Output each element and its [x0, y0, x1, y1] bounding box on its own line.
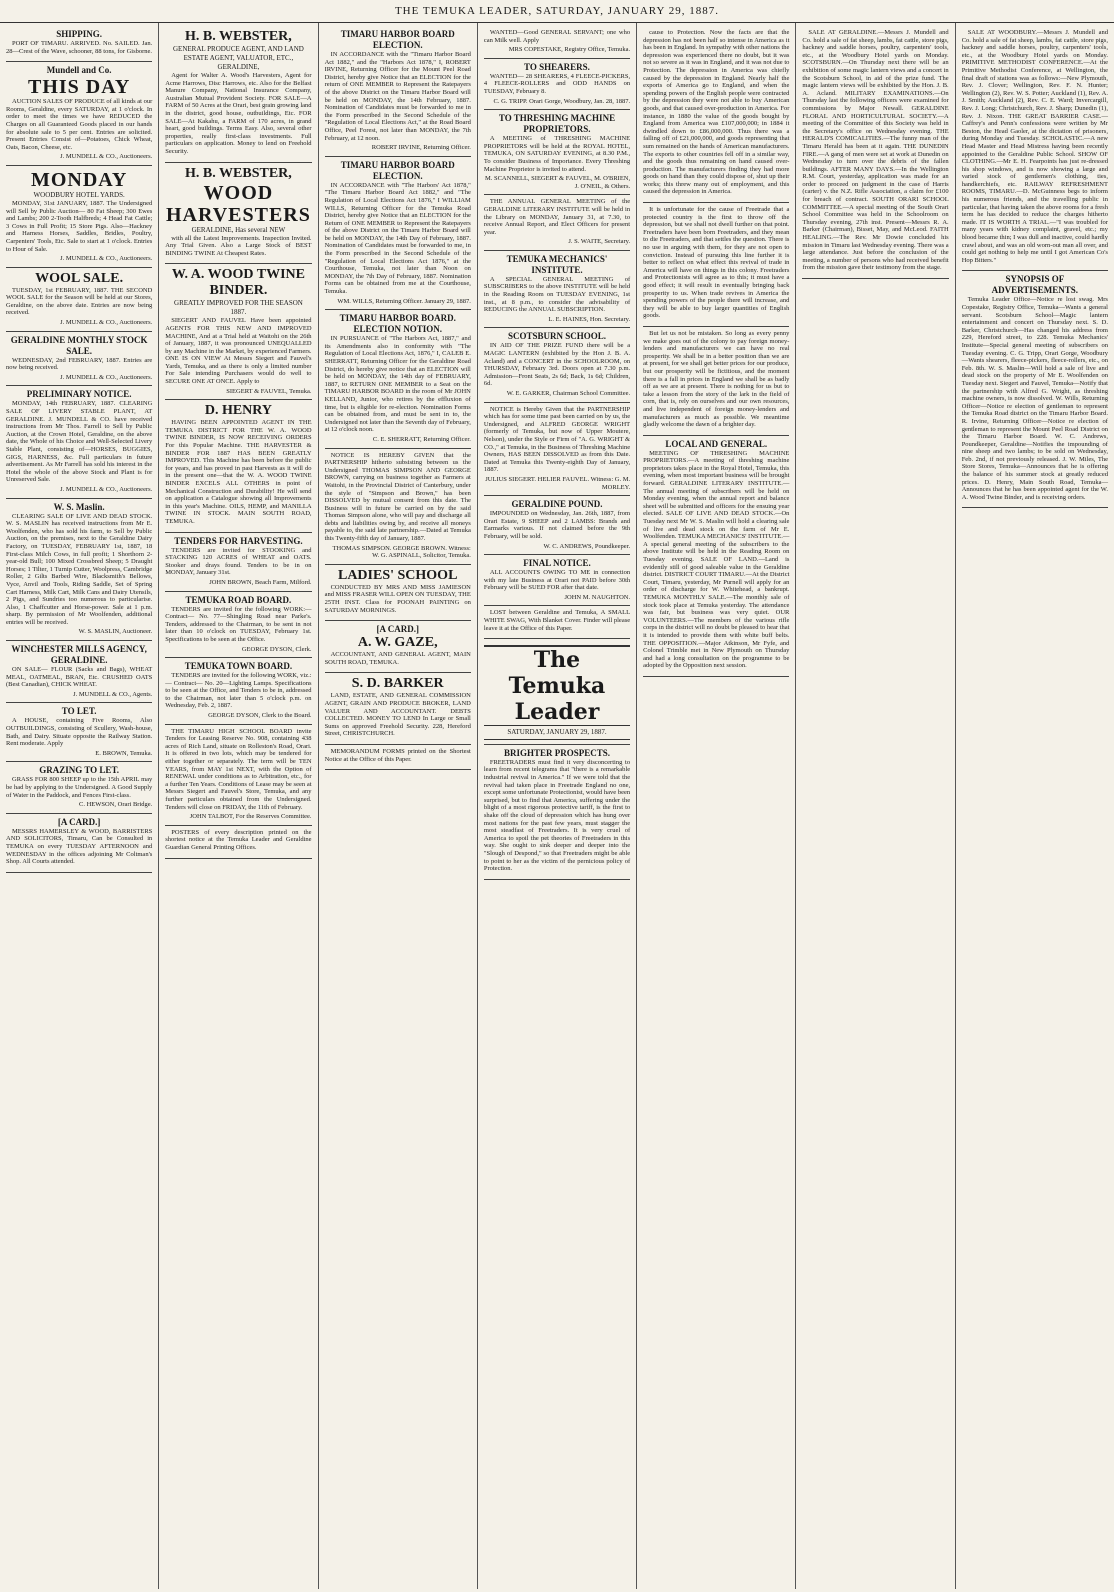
body-text: WANTED—Good GENERAL SERVANT; one who can Milk well. Apply	[483, 29, 631, 44]
article-block	[325, 310, 471, 448]
article-block	[6, 166, 152, 268]
display-heading: S. D. BARKER	[351, 676, 444, 692]
body-text: CLEARING SALE OF LIVE AND DEAD STOCK. W. S. MASLIN has received instructions from Mr E. Woolfenden, who has sold his farm, to Sell by Public Auction, on the premises, next to the Geraldine Dairy Factory, on TUESDAY, FEBRUARY 1st, 1887, 18 First-class Milch Cows, in full profit; 1 Shorthorn 2-year-old Bull; 100 Mixed Crossbred Sheep; 5 Draught Horses; 1 Tilter, 1 Turnip Cutter, Woolpress, Cambridge Roller, 2 Gilts Barbed Wire, Blacksmith's Bellows, Vyce, Anvil and Tools, Riding Saddle, Set of Spring Cart Harness, Milk Cart, Milk Cans and Dairy Utensils, 2 Pigs, and Sundries too numerous to particularise. Also, 1 Chaffcutter and Horse-power. Sale at 1 p.m. sharp. By permission of Mr Woolfenden, additional entries will be received.	[6, 512, 153, 626]
heading: TIMARU HARBOR BOARD ELECTION.	[340, 29, 455, 50]
body-text: Agent for Walter A. Wood's Harvesters, Agent for Acme Harrows, Disc Harrows, etc. Also for the Belfast Manure Company, National Insurance Company, Australian Mutual Provident Society. FOR SALE—A FARM of 50 Acres at the Orari, best grain growing land in the district, good house, outbuildings, Etc. FOR SALE—At Kakahu, a FARM of 170 acres, in grand heart, good buildings. Terms Easy. Also, several other properties, really first-class investments. Full particulars on application. Money to lend on Freehold Security.	[165, 72, 312, 155]
article-block	[643, 327, 789, 436]
body-text: PORT OF TIMARU. ARRIVED. No. SAILED. Jan. 28—Crest of the Wave, schooner, 88 tons, for Gisborne.	[6, 40, 153, 55]
article-block	[484, 59, 630, 110]
body-text: TENDERS are invited for STOOKING and STACKING 120 ACRES of WHEAT and OATS. Stooker and drays found. Tenders to be in on MONDAY, January 31st.	[165, 546, 312, 577]
signature: C. E. SHERRATT, Returning Officer.	[372, 435, 471, 443]
body-text: SALE AT GERALDINE.—Messrs J. Mundell and Co. hold a sale of fat sheep, lambs, fat cattle, store pigs, hackney and saddle horses, poultry, carpenters' tools, etc., at the Woodbury Hotel yards on Monday. SCOTSBURN.—On Thursday next there will be an exhibition of some magic lantern views and a concert in the Scotsburn School, in aid of the prize fund. The magic lantern views will be exhibited by the Hon. J. B. A. Acland. MILITARY EXAMINATIONS.—On Thursday last the following officers were examined for commissions by Major Newall. GERALDINE FLORAL AND HORTICULTURAL SOCIETY.—A meeting of the Committee of this Society was held in the Secretary's office on Wednesday evening. THE HERALD'S COMICALITIES.—The funny man of the Timaru Herald has been at it again. THE DUNEDIN FIRE.—A gang of men were set at work at Dunedin on Wednesday to turn over the debris of the fallen buildings. AFTER MANY DAYS.—In the Wellington R.M. Court, yesterday, application was made for an order to proceed on judgment in the case of Harris (carter) v. the N.Z. Rifle Association, a claim for £100 for breach of contract. SOUTH ORARI SCHOOL COMMITTEE.—A special meeting of the South Orari School Committee was held in the Schoolroom on Thursday evening, 27th inst. Present—Messrs R. A. Barker (Chairman), Bisset, May, and McLeod. FAITH HEALING.—The Rev. Mr Dowie concluded his mission in Timaru last Wednesday evening. There was a large attendance. Just before the conclusion of the meeting, a number of persons who had received benefit from the mission gave their testimony from the stage.	[802, 29, 949, 272]
article-block	[165, 533, 311, 592]
article-block	[325, 565, 471, 621]
display-heading: W. A. WOOD TWINE BINDER.	[171, 267, 305, 299]
article-block	[325, 157, 471, 311]
article-block	[165, 400, 311, 532]
body-text: LOST between Geraldine and Temuka, A SMALL WHITE SWAG, With Blanket Cover. Finder will please leave it at the Office of this Paper.	[483, 609, 631, 632]
article-block	[484, 110, 630, 195]
signature: L. E. HAINES, Hon. Secretary.	[548, 315, 631, 323]
heading: [A CARD.]	[376, 624, 419, 635]
signature: J. MUNDELL & CO., Auctioneers.	[60, 153, 153, 161]
body-text: IN ACCORDANCE with "The Harbors' Act 1878," "The Timaru Harbor Board Act 1882," and "The Regulation of Local Elections Act 1876," I WILLIAM WILLS, Returning Officer for the Temuka Road District, hereby give Notice that an ELECTION for the Return of ONE MEMBER to Represent the Ratepayers of the above District on the Timaru Harbor Board will be held on MONDAY, the 14th Day of February, 1887. Nomination of Candidates must be forwarded to me, in the Form prescribed in the Second Schedule of the "Regulation of Local Elections Act 1876," at the Courthouse, Temuka, not later than Noon on MONDAY, the 7th Day of February, 1887. Nomination Forms can be obtained from me at the Courthouse, Temuka.	[324, 181, 471, 296]
body-text: WANTED— 28 SHEARERS, 4 FLEECE-PICKERS, 4 FLEECE-ROLLERS and ODD HANDS on TUESDAY, February 8.	[483, 72, 631, 95]
article-block	[6, 814, 152, 873]
signature: WM. WILLS, Returning Officer. January 29, 1887.	[337, 297, 471, 305]
heading: TO SHEARERS.	[524, 61, 590, 72]
body-text: NOTICE IS HEREBY GIVEN that the PARTNERSHIP hitherto subsisting between us the Undersigned THOMAS SIMPSON AND GEORGE BROWN, carrying on business together as Farmers at Waitohi, in the Provincial District of Canterbury, under the style of "Simpson and Brown," has been DISSOLVED by mutual consent from this date. The Business will in future be carried on by the said Thomas Simpson alone, who will pay and discharge all debts and liabilities owing by, and receive all moneys payable to, the said late partnership.—Dated at Temuka this Twenty-fifth day of January, 1887.	[324, 451, 471, 543]
body-text: IN ACCORDANCE with the "Timaru Harbor Board Act 1882," and the "Harbors Act 1878," I, ROBERT IRVINE, Returning Officer for the Mount Peel Road District, hereby give Notice that an ELECTION for the return of ONE MEMBER to Represent the Ratepayers of the above District on the Timaru Harbor Board will be held on MONDAY, the 14th February, 1887. Nomination of Candidates must be forwarded to me in the Form prescribed in the Second Schedule of the "Regulation of Local Elections Act," at the Road Board Office, Peel Forest, not later than MONDAY, the 7th February, at 12 noon.	[324, 51, 471, 142]
display-heading: A. W. GAZE,	[357, 635, 438, 651]
subheading: GREATLY IMPROVED FOR THE SEASON 1887.	[174, 299, 303, 317]
heading: SYNOPSIS OF ADVERTISEMENTS.	[991, 274, 1079, 296]
heading: LOCAL AND GENERAL.	[665, 438, 768, 449]
body-text: But let us not be mistaken. So long as every penny we make goes out of the colony to pay foreign money-lenders and manufacturers we can have no real prosperity. We shall be in a better position than we are at present, for we shall get better prices for our produce, but our prosperity will be fictitious, and the moment there is a fall in prices in England we shall be as badly off as we are at present. There is nothing for us but to take a lesson from the story of the lark in the field of corn, that is, rely on ourselves and our own resources, and live independent of foreign money-lenders and manufacturers as much as possible. We meantime gladly welcome the dawn of a brighter day.	[643, 329, 790, 429]
heading: FINAL NOTICE.	[523, 558, 591, 569]
body-text: cause to Protection. Now the facts are that the depression has not been half so intense in America as it has been in England. In sympathy with other nations the depression was experienced there no doubt, but it was not so severe as it was in England, and it was not due to Protection. The depression in America was chiefly caused by the depression in England. Nearly half the exports of America go to England, and when the spending powers of the English people were contracted by the depression they were not able to buy American goods, and that caused over-production in America. For instance, in 1880 the value of the goods bought by England from America was £107,000,000; in 1884 it dwindled down to £86,000,000. Thus there was a falling off of £21,000,000, and goods representing that sum remained on the hands of American manufacturers. The exports to other countries fell off in a similar way, and the goods thus remaining on hand caused over-production. The manufacturers finding they had more goods on hand than they could dispose of, shut up their works; this threw many out of employment, and this caused the depression in America.	[643, 29, 790, 196]
body-text: GRASS FOR 800 SHEEP up to the 15th APRIL may be had by applying to the Undersigned. A Good Supply of Water in the Paddock, and Fences First-class.	[6, 776, 153, 799]
article-block	[643, 436, 789, 677]
body-text: CONDUCTED BY MRS AND MISS JAMIESON and MISS FRASER WILL OPEN ON TUESDAY, THE 25TH INST. Class for POONAH PAINTING on SATURDAY MORNINGS.	[324, 583, 471, 614]
body-text: TENDERS are invited for the following WORK:— Contract— No. 77—Shingling Road near Parke's. Tenders, addressed to the Chairman, to be sent in not later than 10 o'clock on TUESDAY, February 1st. Specifications to be seen at the Office.	[165, 605, 312, 643]
display-heading: WOOL SALE.	[35, 270, 124, 286]
body-text: MESSRS HAMERSLEY & WOOD, BARRISTERS AND SOLICITORS, Timaru, Can be Consulted in TEMUKA on every TUESDAY AFTERNOON and WEDNESDAY in the offices adjoining Mr Coltman's Shop. All Courts attended.	[6, 827, 153, 866]
body-text: IN PURSUANCE of "The Harbors Act, 1887," and its Amendments also in conformity with "The Regulation of Local Elections Act, 1876," I, CALEB E. SHERRATT, Returning Officer for the Geraldine Road District, do hereby give notice that an ELECTION will be held on MONDAY, the 14th day of FEBRUARY, 1887, to RETURN ONE MEMBER to a Seat on the TIMARU HARBOR BOARD in the room of Mr JOHN KELLAND, Junior, who retires by the effluxion of time, but is eligible for re-election. Nomination Forms can be obtained from, and must be sent in to, the Undersigned not later than the Seventh day of February, at 12 o'clock noon.	[324, 335, 471, 434]
heading: GERALDINE POUND.	[511, 499, 603, 510]
signature: J. MUNDELL & CO., Agents.	[73, 690, 153, 698]
signature: JOHN M. NAUGHTON.	[564, 593, 631, 601]
signature: W. E. GARKER, Chairman School Committee.	[506, 390, 631, 397]
heading: TIMARU HARBOR BOARD. ELECTION NOTION.	[339, 313, 456, 335]
body-text: FREETRADERS must find it very disconcerting to learn from recent telegrams that "there is a remarkable industrial revival in America." If we were told that the revival had taken place in Freetrade England no one, except some unfortunate Protectionist, would have been surprised, but to find that America, suffering under the blight of a most rigorous protective tariff, is the first to shake off the cloud of depression which has hung over most nations for the past few years, must stagger the most steadfast of Freetraders. It is very cruel of America to spoil the pet theories of Freetraders in this way. She ought to sink deeper and deeper into the "Slough of Despond," so that Freetraders might be able to point to her as the victim of the pernicious policy of Protection.	[483, 758, 631, 873]
heading: [A CARD.]	[57, 816, 101, 827]
body-text: HAVING BEEN APPOINTED AGENT IN THE TEMUKA DISTRICT FOR THE W. A. WOOD TWINE BINDER, IS NOW RECEIVING ORDERS For this Popular Machine. THE HARVESTER & BINDER FOR 1887 HAS BEEN GREATLY IMPROVED. This Machine has been before the public for years, and has proved in past Harvests as it will do in the present one—that the W. A. WOOD TWINE BINDER EXCELS ALL OTHERS in point of Mechanical Construction and Durability! He will send on application a Catalogue showing all Improvements in this year's Machine. OILS, HEMP, and MANILLA TWINE IN STOCK. MAIN SOUTH ROAD, TEMUKA.	[165, 419, 312, 525]
subheading: GENERAL PRODUCE AGENT, AND LAND ESTATE AGENT, VALUATOR, ETC., GERALDINE,	[172, 45, 304, 71]
paper-title: The Temuka Leader	[484, 645, 630, 726]
heading: TEMUKA MECHANICS' INSTITUTE.	[506, 253, 608, 275]
large-heading: MONDAY	[30, 168, 128, 191]
column-1	[0, 23, 159, 1589]
heading: BRIGHTER PROSPECTS.	[503, 747, 610, 758]
signature: MRS COPESTAKE, Registry Office, Temuka.	[508, 46, 631, 54]
heading: TEMUKA TOWN BOARD.	[184, 661, 293, 672]
signature: JOHN BROWN, Beach Farm, Milford.	[209, 578, 312, 586]
column-2	[159, 23, 318, 1589]
column-6	[796, 23, 955, 1589]
body-text: SIEGERT AND FAUVEL Have been appointed AGENTS FOR THIS NEW AND IMPROVED MACHINE, And at a Trial held at Waitohi on the 26th of January, 1887, it was pronounced UNEQUALLED by any Machine in the Market, by experienced Farmers. ONE IS ON VIEW At Messrs Siegert and Fauvel's Yards, Temuka, and as there is only a limited number For Sale intending Purchasers would do well to SECURE ONE AT ONCE. Apply to	[165, 317, 312, 386]
heading: WINCHESTER MILLS AGENCY, GERALDINE.	[11, 644, 147, 666]
body-text: It is unfortunate for the cause of Freetrade that a protected country is the first to throw off the depression, but we shall not dwell further on that point. Freetraders have been born Freetraders, and they mean to die Freetraders, and that settles the question. There is no use in arguing with them, for they are not open to conviction. Instead of pursuing this line further it is better to reflect on what effect this revival of trade in America will have on things in this colony. Freetraders and Protectionists will agree as to this; it must have a good effect; it will result in eventually bringing back prosperity to us. When trade revives in America the spending powers of the people there will increase, and they will be able to buy larger quantities of English goods.	[643, 206, 790, 320]
signature: W. C. ANDREWS, Poundkeeper.	[543, 542, 631, 550]
display-heading: LADIES' SCHOOL	[337, 567, 458, 583]
signature: ROBERT IRVINE, Returning Officer.	[371, 144, 471, 152]
issue-date: SATURDAY, JANUARY 29, 1887.	[484, 729, 630, 740]
article-block	[643, 26, 789, 203]
article-block	[484, 195, 630, 251]
body-text: A SPECIAL GENERAL MEETING of SUBSCRIBERS to the above INSTITUTE will be held in the Reading Room on TUESDAY EVENING, 1st inst., at 8 p.m., to consider the advisability of REDUCING the ANNUAL SUBSCRIPTION.	[483, 275, 631, 314]
signature: W. S. MASLIN, Auctioneer.	[78, 628, 153, 636]
heading: TIMARU HARBOR BOARD ELECTION.	[340, 159, 455, 181]
article-block	[325, 26, 471, 157]
body-text: POSTERS of every description printed on the shortest notice at the Temuka Leader and Geraldine Guardian General Printing Offices.	[165, 828, 312, 851]
body-text: NOTICE is Hereby Given that the PARTNERSHIP which has for some time past been carried on by us, the Undersigned, and ALFRED GEORGE WRIGHT (formerly of Temuka, but now of Upper Moutere, Nelson), under the Style or Firm of "A. G. WRIGHT & CO.," at Temuka, in the Business of Threshing Machine Owners, HAS BEEN DISSOLVED as from this Date. Dated at Temuka this Twenty-eighth Day of January, 1887.	[483, 405, 631, 474]
article-block	[325, 449, 471, 565]
body-text: IMPOUNDED on Wednesday, Jan. 26th, 1887, from Orari Estate, 9 SHEEP and 2 LAMBS: Brands and Earmarks various. If not claimed before the 9th February, will be sold.	[483, 510, 631, 540]
column-3	[319, 23, 478, 1589]
article-block	[484, 403, 630, 497]
article-block	[802, 26, 948, 279]
body-text: AUCTION SALES OF PRODUCE of all kinds at our Rooms, Geraldine, every SATURDAY, at 1 o'clock. In order to meet the times we have REDUCED the Charges on all Guaranteed Goods placed in our hands for absolute sale to 5 per cent. Entries are solicited. Present Entries Consist of—Potatoes, Chick Wheat, Oats, Bacon, Cheese, etc.	[6, 98, 153, 151]
article-block	[165, 264, 311, 400]
body-text: TUESDAY, 1st FEBRUARY, 1887. THE SECOND WOOL SALE for the Season will be held at our Stores, Geraldine, on the above date. Entries are now being received.	[6, 286, 153, 317]
body-text: MONDAY, 31st JANUARY, 1887. The Undersigned will Sell by Public Auction— 80 Fat Sheep; 300 Ewes and Lambs; 200 2-Tooth Halfbreds; 4 Head Fat Cattle; 3 Cows in Full Profit; 15 Store Pigs. Also—Hackney and Harness Horses, Saddles, Bridles, Poultry, Carpenters' Tools, Etc. Sale to start at 1 o'clock. Entries to Hour of Sale.	[6, 199, 153, 253]
heading: GERALDINE MONTHLY STOCK SALE.	[10, 334, 148, 356]
article-block	[484, 639, 630, 745]
article-block	[165, 26, 311, 163]
display-heading: D. HENRY	[204, 403, 273, 419]
article-block	[6, 62, 152, 166]
article-block	[6, 332, 152, 387]
article-block	[165, 725, 311, 826]
body-text: TENDERS are invited for the following WORK, viz.:— Contract— No. 20—Lighting Lamps. Specifications to be seen at the Office, and Tenders to be in, addressed to the Chairman, not later than 5 o'clock p.m. on Wednesday, Feb. 2, 1887.	[165, 672, 312, 710]
signature: J. MUNDELL & CO., Auctioneers.	[60, 255, 153, 263]
display-heading: H. B. WEBSTER,	[185, 29, 292, 44]
article-block	[325, 621, 471, 673]
signature: C. HEWSON, Orari Bridge.	[78, 801, 153, 809]
article-block	[165, 658, 311, 725]
body-text: A HOUSE, containing Five Rooms, Also OUTBUILDINGS, consisting of Scullery, Wash-house, Bath, and Dairy. Situate opposite the Railway Station. Rent moderate. Apply	[6, 717, 153, 748]
article-block	[643, 203, 789, 327]
body-text: A MEETING of THRESHING MACHINE PROPRIETORS will be held at the ROYAL HOTEL, TEMUKA, ON SATURDAY EVENING, at 8.30 P.M., To consider Business of Importance. Every Threshing Machine Proprietor is invited to attend.	[483, 135, 631, 173]
heading: PRELIMINARY NOTICE.	[26, 389, 132, 400]
signature: M. SCANNELL, SIEGERT & FAUVEL, M. O'BRIEN, J. O'NEIL, & Others.	[484, 175, 631, 190]
article-block	[484, 496, 630, 555]
body-text: MEETING OF THRESHING MACHINE PROPRIETORS.—A meeting of threshing machine proprietors takes place in the Royal Hotel, Temuka, this evening, when most important business will be brought forward. GERALDINE LITERARY INSTITUTE.—The annual meeting of subscribers will be held on Monday evening, when the annual report and balance sheet will be submitted and officers for the ensuing year elected. SALE OF LIVE AND DEAD STOCK.—On Tuesday next Mr W. S. Maslin will hold a clearing sale of live and dead stock on the farm of Mr E. Woolfenden. TEMUKA MECHANICS' INSTITUTE.—A special general meeting of the subscribers to the above Institute will be held in the Reading Room on Tuesday evening. SALE OF LAND.—Land is evidently still of good saleable value in the Geraldine district. DISTRICT COURT TIMARU.—At the District Court, Timaru, yesterday, Mr Purnell will apply for an order of discharge for W. Whitehead, a bankrupt. TEMUKA MONTHLY SALE.—The monthly sale of stock took place at Temuka yesterday. The attendance was fair, but business was very quiet. OUR VOLUNTEERS.—The members of the various rifle corps in the district will no doubt be pleased to hear that it is intended to provide them with white buff belts. THE OPPOSITION.—Major Atkinson, Mr Fyfe, and Colonel Trimble met in New Plymouth on Thursday and had a long consultation on the programme to be adopted by the Opposition next session.	[643, 449, 790, 670]
article-block	[325, 673, 471, 745]
signature: J. MUNDELL & CO., Auctioneers.	[60, 319, 153, 327]
body-text: with all the Latest Improvements. Inspection Invited. Any Trial Given. Also a Large Stock of BEST BINDING TWINE At Cheapest Rates.	[165, 234, 312, 257]
signature: JOHN TALBOT, For the Reserves Committee.	[189, 813, 312, 821]
display-heading: H. B. WEBSTER,	[185, 165, 292, 181]
signature: GEORGE DYSON, Clerk to the Board.	[208, 712, 312, 720]
column-5	[637, 23, 796, 1589]
signature: J. MUNDELL & CO., Auctioneers.	[60, 485, 153, 493]
article-block	[6, 26, 152, 62]
subheading: WOODBURY HOTEL YARDS.	[33, 190, 125, 199]
body-text: MONDAY, 14th FEBRUARY, 1887. CLEARING SALE OF LIVERY STABLE PLANT, AT GERALDINE. J. MUNDELL & CO. have received instructions from Mr Thos. Farrell to Sell by Public Auction, at the Crown Hotel, Geraldine, on the above date, the Whole of his Choice and Well-Selected Livery Stable Plant, consisting of—HORSES, BUGGIES, GIGS, HARNESS, &c. Full particulars in future advertisement. As Mr Farrell has sold his interest in the Hotel the whole of the above Stock and Plant is for Unreserved Sale.	[6, 400, 153, 484]
article-block	[6, 641, 152, 703]
heading: TEMUKA ROAD BOARD.	[185, 594, 292, 605]
article-block	[6, 703, 152, 762]
signature: E. BROWN, Temuka.	[95, 749, 153, 757]
article-block	[165, 163, 311, 265]
heading: TO LET.	[61, 706, 97, 717]
signature: SIEGERT & FAUVEL, Temuka.	[226, 387, 312, 395]
article-block	[6, 268, 152, 332]
heading: GRAZING TO LET.	[39, 765, 120, 776]
heading: TENDERS FOR HARVESTING.	[174, 535, 303, 546]
body-text: THE ANNUAL GENERAL MEETING of the GERALDINE LITERARY INSTITUTE will be held in the Library on MONDAY, January 31, at 7.30, to receive Annual Report, and Elect Officers for present year.	[483, 198, 631, 236]
heading: W. S. Maslin.	[53, 501, 105, 512]
article-block	[962, 271, 1108, 508]
signature: THOMAS SIMPSON. GEORGE BROWN. Witness: W. G. ASPINALL, Solicitor, Temuka.	[332, 544, 471, 560]
signature: J. S. WAITE, Secretary.	[568, 238, 631, 246]
article-block	[6, 499, 152, 642]
body-text: THE TIMARU HIGH SCHOOL BOARD invite Tenders for Leasing Reserve No. 908, containing 438 acres of Rich Land, situate on Rolleston's Road, Orari. It is offered in two lots, which may be tendered for either together or separately. The term will be TEN YEARS, from MAY 1st NEXT, with the Option of RENEWAL under conditions as to Arbitration, etc., for a further Ten Years. Conditions of Lease may be seen at Messrs Siegert and Fauvel's Store, Temuka, and any further particulars obtained from the Undersigned. Tenders will close on FRIDAY, the 11th of February.	[165, 727, 312, 811]
article-block	[484, 606, 630, 639]
body-text: Temuka Leader Office—Notice re lost swag. Mrs Copestake, Registry Office, Temuka—Wants a general servant. Scotsburn School—Magic lantern entertainment and concert on Thursday next. S. D. Barker, Christchurch—Has changed his address from 229, Hereford street, to 228. Temuka Mechanics' Institute—Special general meeting of subscribers on Tuesday evening. C. G. Tripp, Orari Gorge, Woodbury—Wants shearers, fleece-pickers, fleece-rollers, etc., on Feb. 8th. W. S. Maslin—Will hold a sale of live and dead stock on the property of Mr E. Woolfenden on Tuesday next. Siegert and Fauvel, Temuka—Notify that the partnership with Alfred G. Wright, as threshing machine owners, is now dissolved. W. Wills, Returning Officer—Notice re election of gentleman to represent the Temuka Road district on the Timaru Harbor Board. R. Irvine, Returning Officer—Notice re election of gentleman to represent the Mount Peel Road District on the Timaru Harbor Board. W. C. Andrews, Poundkeeper, Geraldine—Notifies the impounding of nine sheep and two lambs; to be sold on Wednesday, Feb. 2nd, if not previously released. J. W. Miles, The Store Stores, Temuka—Announces that he is offering the balance of his summer stock at greatly reduced prices. D. Henry, Main South Road, Temuka—Announces that he has been appointed agent for the W. A. Wood Twine Binder, and is receiving orders.	[961, 296, 1108, 501]
column-4	[478, 23, 637, 1589]
signature: GEORGE DYSON, Clerk.	[241, 645, 312, 653]
subheading: GERALDINE, Has several NEW	[191, 225, 286, 234]
body-text: IN AID OF THE PRIZE FUND there will be a MAGIC LANTERN (exhibited by the Hon J. B. A. Acland) and a CONCERT in the SCHOOLROOM, on THURSDAY, February 3rd. Doors open at 7.30 p.m. Admission—Front Seats, 2s 6d; Back, 1s 6d; Children, 6d.	[483, 342, 631, 388]
article-block	[6, 386, 152, 498]
body-text: SALE AT WOODBURY.—Messrs J. Mundell and Co. hold a sale of fat sheep, lambs, fat cattle, store pigs, hackney and saddle horses, poultry, carpenters' tools, etc., at the Woodbury Hotel yards on Monday. PRIMITIVE METHODIST CONFERENCE.—At the Primitive Methodist Conference, at Wellington, the final draft of stations was as follows:—New Plymouth, Rev. J. Clover; Wellington, Rev. F. N. Hunter; Wellington (2), Rev. W. S. Potter; Auckland (1), Rev. A. J. Smith; Auckland (2), Rev. C. E. Ward; Invercargill, Rev. J. Long; Christchurch, Rev. J. Sharp; Dunedin (1), Rev. J. Nixon. THE GREAT BARRIER CASE.—Caffrey's and Penn's confessions were written by Mr Beston, the Head Gaoler, at the dictation of prisoners, during Monday and Tuesday. SCHOLASTIC.—A new Head Master and Head Mistress having been recently appointed to the Geraldine Public School. SHOW OF CLOTHING.—Mr E. H. Fearpoints has just re-dressed his shop windows, and is now showing a large and varied stock of gentlemen's clothing, ties, handkerchiefs, etc. RAILWAY REFRESHMENT ROOMS, TIMARU.—D. McGuinness begs to inform his numerous friends, and the travelling public in particular, that having taken the above rooms for a fresh term he has decided to reduce the charges hitherto made. IT IS WORTH A TRIAL.—"I was troubled for many years with kidney complaint, gravel, etc.; my blood became thin; I was dull and inactive, could hardly crawl about, and was an old worn-out man all over, and could get nothing to help me until I got American Co's Hop Bitters."	[961, 29, 1108, 264]
body-text: ACCOUNTANT, AND GENERAL AGENT, MAIN SOUTH ROAD, TEMUKA.	[324, 651, 471, 666]
article-block	[165, 592, 311, 659]
article-block	[484, 745, 630, 880]
article-block	[484, 555, 630, 606]
heading: SHIPPING.	[56, 29, 103, 39]
body-text: WEDNESDAY, 2nd FEBRUARY, 1887. Entries are now being received.	[6, 356, 153, 372]
large-heading: THIS DAY	[27, 76, 131, 99]
columns	[0, 23, 1114, 1589]
heading: SCOTSBURN SCHOOL.	[507, 331, 606, 342]
body-text: LAND, ESTATE, AND GENERAL COMMISSION AGENT, GRAIN AND PRODUCE BROKER, LAND VALUER AND ACCOUNTANT. DEBTS COLLECTED. MONEY TO LEND In Large or Small Sums on approved Freehold Security. 228, Hereford Street, CHRISTCHURCH.	[324, 692, 471, 738]
article-block	[484, 328, 630, 402]
masthead: THE TEMUKA LEADER, SATURDAY, JANUARY 29, 1887.	[0, 0, 1114, 23]
article-block	[484, 251, 630, 329]
signature: JULIUS SIEGERT. HELIER FAUVEL. Witness: G. M. MORLEY.	[485, 475, 631, 491]
article-block	[325, 745, 471, 770]
body-text: ON SALE— FLOUR (Sacks and Bags), WHEAT MEAL, OATMEAL, BRAN, Etc. CRUSHED OATS (Best Canadian), CHICK WHEAT.	[6, 666, 153, 689]
signature: J. MUNDELL & CO., Auctioneers.	[60, 373, 153, 381]
article-block	[962, 26, 1108, 271]
heading: TO THRESHING MACHINE PROPRIETORS.	[498, 113, 616, 135]
signature: C. G. TRIPP. Orari Gorge, Woodbury, Jan. 28, 1887.	[493, 97, 631, 105]
body-text: ALL ACCOUNTS OWING TO ME in connection with my late Business at Orari not PAID before 30th February will be SUED FOR after that date.	[483, 569, 631, 592]
large-heading: WOOD HARVESTERS	[165, 181, 311, 226]
body-text: MEMORANDUM FORMS printed on the Shortest Notice at the Office of this Paper.	[324, 747, 471, 763]
heading: Mundell and Co.	[46, 65, 112, 76]
article-block	[165, 826, 311, 859]
column-7	[956, 23, 1114, 1589]
article-block	[6, 762, 152, 813]
article-block	[484, 26, 630, 59]
